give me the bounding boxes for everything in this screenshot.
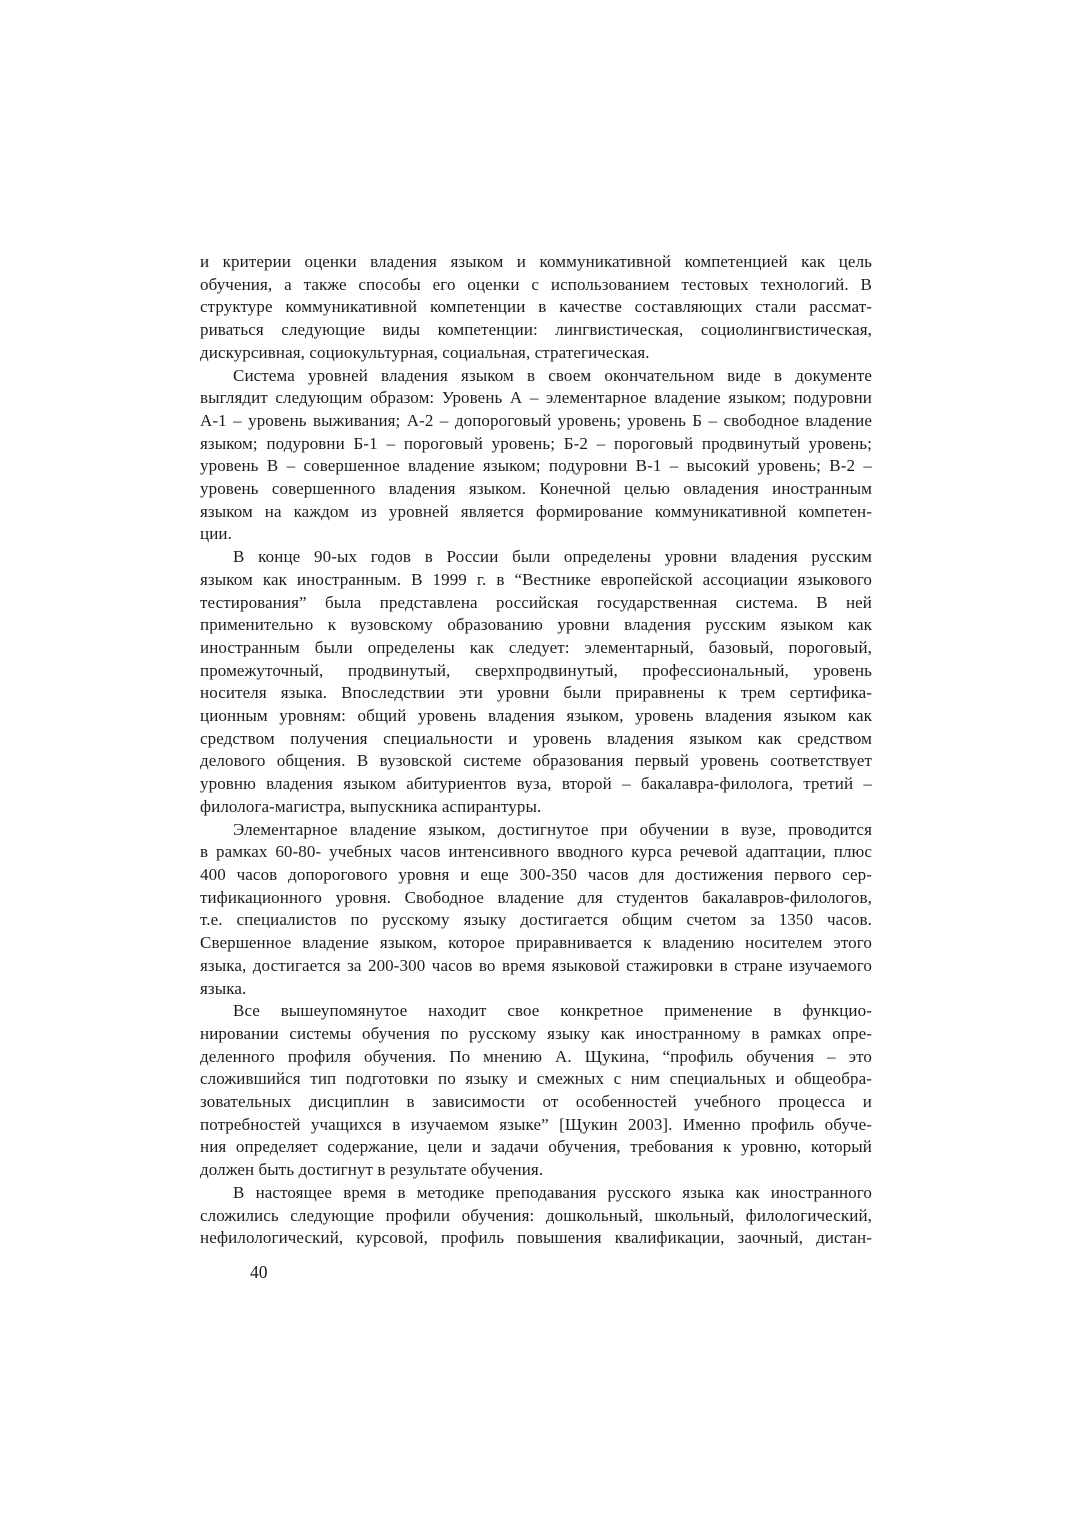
text-line: средством получения специальности и уровень владения языком как средством	[200, 728, 872, 748]
text-line: Свершенное владение языком, которое приравнивается к владению носителем этого	[200, 933, 872, 953]
text-line: промежуточный, продвинутый, сверхпродвинутый, профессиональный, уровень	[200, 660, 872, 680]
text-line: т.е. специалистов по русскому языку достигается общим счетом за 1350 часов.	[200, 910, 872, 930]
text-line: 400 часов допорогового уровня и еще 300-350 часов для достижения первого сер-	[200, 864, 872, 884]
paragraph	[200, 819, 872, 1001]
text-line: дискурсивная, социокультурная, социальная, стратегическая.	[200, 342, 650, 362]
text-line: филолога-магистра, выпускника аспирантуры.	[200, 796, 542, 816]
body-text	[200, 251, 872, 1250]
paragraph	[200, 546, 872, 818]
paragraph	[200, 251, 872, 365]
text-line: А-1 – уровень выживания; А-2 – допороговый уровень; уровень Б – свободное владение	[200, 410, 872, 430]
text-line: носителя языка. Впоследствии эти уровни были приравнены к трем сертифика-	[200, 683, 872, 703]
text-line: уровень совершенного владения языком. Конечной целью овладения иностранным	[200, 479, 872, 499]
text-line: обучения, а также способы его оценки с использованием тестовых технологий. В	[200, 274, 872, 294]
text-line: уровню владения языком абитуриентов вуза, второй – бакалавра-филолога, третий –	[200, 774, 872, 794]
paragraph	[200, 1182, 872, 1250]
text-line: Все вышеупомянутое находит свое конкретное применение в функцио-	[233, 1001, 872, 1021]
text-line: ции.	[200, 524, 232, 544]
text-line: ционным уровням: общий уровень владения языком, уровень владения языком как	[200, 706, 872, 726]
text-line: нефилологический, курсовой, профиль повышения квалификации, заочный, дистан-	[200, 1228, 872, 1248]
text-line: тификационного уровня. Свободное владение для студентов бакалавров-филологов,	[200, 887, 872, 907]
text-line: языком как иностранным. В 1999 г. в “Вестнике европейской ассоциации языкового	[200, 569, 872, 589]
text-line: должен быть достигнут в результате обучения.	[200, 1160, 544, 1180]
text-line: ния определяет содержание, цели и задачи обучения, требования к уровню, который	[200, 1137, 872, 1157]
text-line: применительно к вузовскому образованию уровни владения русским языком как	[200, 615, 872, 635]
text-line: сложившийся тип подготовки по языку и смежных с ним специальных и общеобра-	[200, 1069, 872, 1089]
text-line: потребностей учащихся в изучаемом языке” [Щукин 2003]. Именно профиль обуче-	[200, 1114, 872, 1134]
text-line: иностранным были определены как следует: элементарный, базовый, пороговый,	[200, 637, 872, 657]
text-line: Система уровней владения языком в своем окончательном виде в документе	[233, 365, 872, 385]
text-line: структуре коммуникативной компетенции в качестве составляющих стали рассмат-	[200, 297, 872, 317]
text-line: делового общения. В вузовской системе образования первый уровень соответствует	[200, 751, 872, 771]
text-line: языка, достигается за 200-300 часов во время языковой стажировки в стране изучаемого	[200, 955, 872, 975]
text-line: сложились следующие профили обучения: дошкольный, школьный, филологический,	[200, 1205, 872, 1225]
page-number: 40	[250, 1262, 268, 1282]
text-line: языка.	[200, 978, 247, 998]
text-line: В конце 90-ых годов в России были определены уровни владения русским	[233, 547, 872, 567]
text-line: языком на каждом из уровней является формирование коммуникативной компетен-	[200, 501, 872, 521]
text-line: и критерии оценки владения языком и коммуникативной компетенцией как цель	[200, 252, 872, 271]
text-line: риваться следующие виды компетенции: лингвистическая, социолингвистическая,	[200, 320, 872, 340]
text-line: деленного профиля обучения. По мнению А. Щукина, “профиль обучения – это	[200, 1046, 872, 1066]
text-line: уровень В – совершенное владение языком; подуровни В-1 – высокий уровень; В-2 –	[200, 456, 872, 476]
paragraph	[200, 365, 872, 547]
text-line: Элементарное владение языком, достигнутое при обучении в вузе, проводится	[233, 819, 872, 839]
text-line: тестирования” была представлена российская государственная система. В ней	[200, 592, 872, 612]
text-line: В настоящее время в методике преподавания русского языка как иностранного	[233, 1182, 872, 1202]
text-line: языком; подуровни Б-1 – пороговый уровень; Б-2 – пороговый продвинутый уровень;	[200, 433, 872, 453]
text-line: в рамках 60-80- учебных часов интенсивного вводного курса речевой адаптации, плюс	[200, 842, 872, 862]
text-line: выглядит следующим образом: Уровень А – элементарное владение языком; подуровни	[200, 388, 872, 408]
text-line: зовательных дисциплин в зависимости от особенностей учебного процесса и	[200, 1092, 872, 1112]
paragraph	[200, 1000, 872, 1182]
text-line: нировании системы обучения по русскому языку как иностранному в рамках опре-	[200, 1023, 872, 1043]
